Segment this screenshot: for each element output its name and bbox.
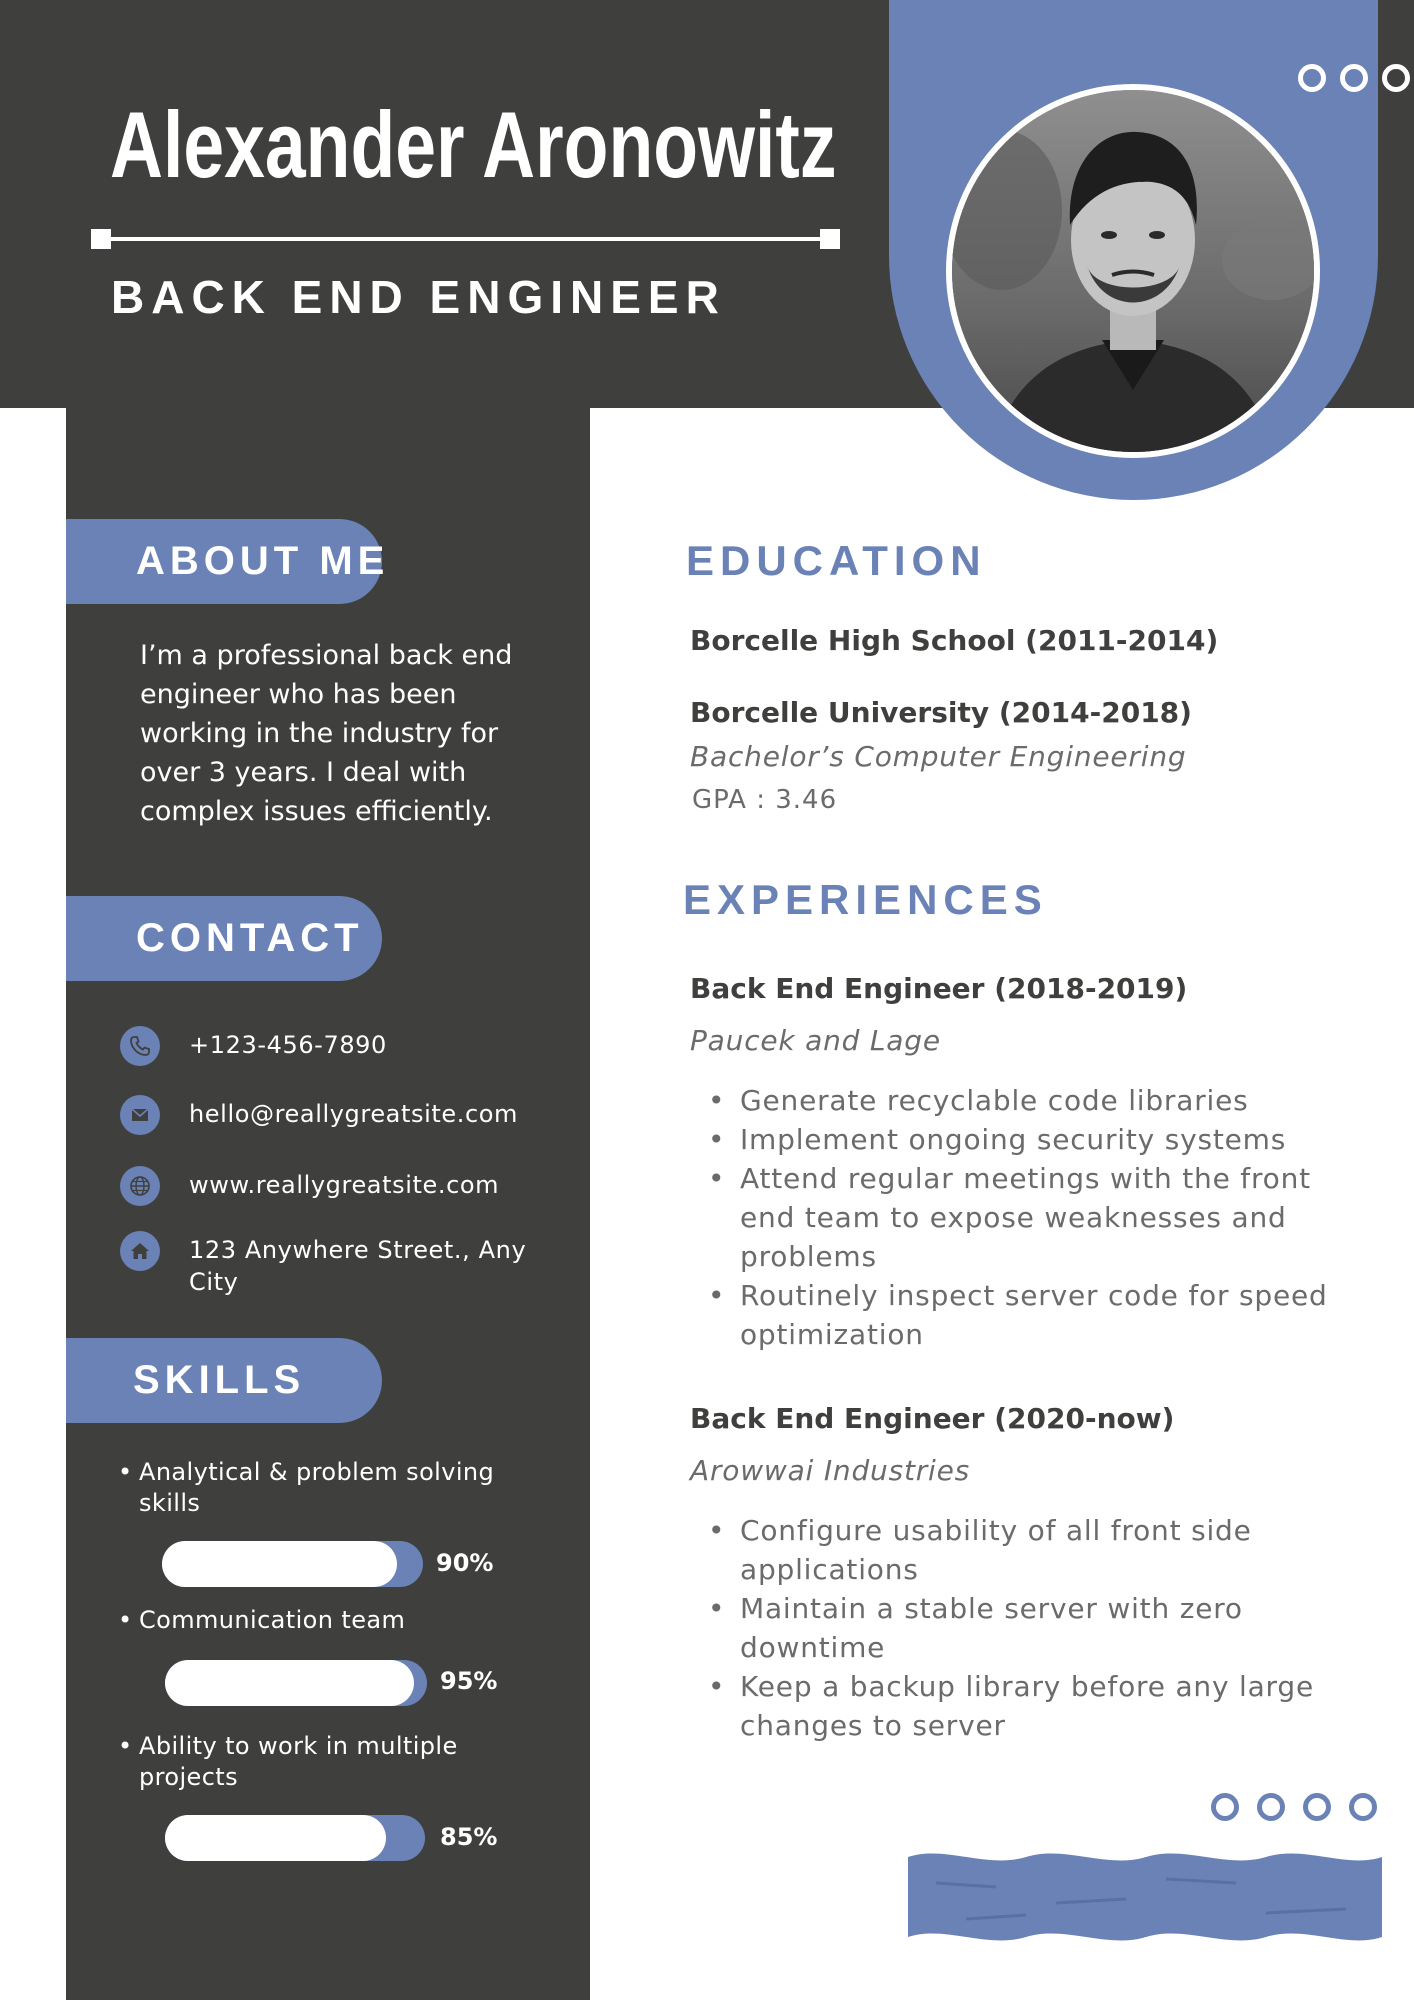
experience-title: Back End Engineer (2020-now) [690, 1402, 1175, 1435]
skill-name: • Ability to work in multiple projects [139, 1731, 519, 1793]
ring-icon [1340, 64, 1368, 92]
ring-icon [1298, 64, 1326, 92]
skill-bar-fill [165, 1815, 386, 1861]
name-divider [96, 237, 832, 241]
mail-icon [120, 1095, 160, 1135]
skill-bar [165, 1660, 427, 1706]
experience-bullets [740, 1081, 1340, 1354]
decorative-circles-bottom [1211, 1793, 1377, 1821]
education-item-title: Borcelle High School (2011-2014) [690, 624, 1219, 657]
skill-name: • Communication team [139, 1605, 519, 1636]
candidate-name: Alexander Aronowitz [110, 92, 837, 197]
contact-heading: CONTACT [136, 916, 364, 960]
left-margin-shape [0, 408, 66, 2000]
ring-icon [1349, 1793, 1377, 1821]
ring-icon [1211, 1793, 1239, 1821]
education-item-title: Borcelle University (2014-2018) [690, 696, 1192, 729]
skill-bar-fill [165, 1660, 414, 1706]
decorative-wave [906, 1843, 1384, 1955]
globe-icon [120, 1166, 160, 1206]
list-item: • Configure usability of all front side applications [740, 1511, 1340, 1589]
ring-icon [1257, 1793, 1285, 1821]
list-item: • Keep a backup library before any large changes to server [740, 1667, 1340, 1745]
profile-photo [946, 84, 1320, 458]
email-text[interactable]: hello@reallygreatsite.com [189, 1100, 519, 1128]
decorative-circles-top [1298, 64, 1410, 92]
about-text: I’m a professional back end engineer who has been working in the industry for over 3 years. I deal with complex issues efficiently. [140, 640, 513, 827]
list-item: • Routinely inspect server code for speed optimization [740, 1276, 1340, 1354]
skills-heading: SKILLS [133, 1358, 306, 1402]
experience-title: Back End Engineer (2018-2019) [690, 972, 1188, 1005]
contact-heading-pill [66, 896, 382, 981]
website-text[interactable]: www.reallygreatsite.com [189, 1171, 500, 1199]
skill-bar-fill [162, 1541, 397, 1587]
about-heading: ABOUT ME [136, 539, 390, 583]
skill-bar [162, 1541, 423, 1587]
list-item: • Implement ongoing security systems [740, 1120, 1340, 1159]
skill-name: • Analytical & problem solving skills [139, 1457, 519, 1519]
skill-percent: 90% [436, 1549, 494, 1577]
education-gpa: GPA : 3.46 [692, 785, 838, 815]
phone-icon [120, 1026, 160, 1066]
experience-company: Arowwai Industries [690, 1454, 971, 1487]
address-text: 123 Anywhere Street., Any City [189, 1236, 527, 1296]
skill-bar [165, 1815, 425, 1861]
person-portrait-icon [952, 90, 1314, 452]
list-item: • Attend regular meetings with the front end team to expose weaknesses and problems [740, 1159, 1340, 1276]
skill-percent: 95% [440, 1667, 498, 1695]
home-icon [120, 1231, 160, 1271]
experience-bullets [740, 1511, 1340, 1745]
education-heading: EDUCATION [686, 537, 987, 584]
experiences-heading: EXPERIENCES [683, 876, 1048, 923]
list-item: • Maintain a stable server with zero downtime [740, 1589, 1340, 1667]
list-item: • Generate recyclable code libraries [740, 1081, 1340, 1120]
about-heading-pill [66, 519, 390, 604]
skills-heading-pill [66, 1338, 382, 1423]
divider-cap-right [820, 229, 840, 249]
job-title: BACK END ENGINEER [111, 271, 726, 323]
skill-percent: 85% [440, 1823, 498, 1851]
divider-cap-left [91, 229, 111, 249]
ring-icon [1382, 64, 1410, 92]
experience-company: Paucek and Lage [690, 1024, 941, 1057]
education-degree: Bachelor’s Computer Engineering [690, 740, 1187, 773]
phone-text[interactable]: +123-456-7890 [189, 1031, 387, 1059]
ring-icon [1303, 1793, 1331, 1821]
